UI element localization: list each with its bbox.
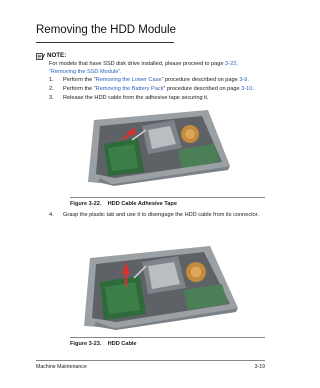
footer-page-number: 3-19	[254, 364, 265, 370]
note-section-link[interactable]: Removing the SSD Module	[50, 68, 119, 75]
note-text: For models that have SSD disk drive installed, please proceed to page 3-22, “Removing the SSD Module”.	[49, 61, 238, 75]
figure-hdd-cable-photo	[80, 240, 240, 330]
footer-section-name: Machine Maintenance	[36, 364, 87, 370]
figure-1-caption: Figure 3-22. HDD Cable Adhesive Tape	[70, 201, 177, 207]
footer-rule	[36, 360, 265, 361]
figure-2-caption: Figure 3-23. HDD Cable	[70, 341, 137, 347]
note-label: NOTE:	[47, 52, 67, 59]
note-page-link[interactable]: 3-22	[225, 61, 237, 67]
title-underline	[36, 42, 174, 43]
note-pencil-icon	[36, 53, 45, 60]
step-2-link[interactable]: Removing the Battery Pack	[95, 86, 164, 92]
figure-hdd-cable-adhesive-tape-photo	[82, 104, 232, 186]
step-1-link[interactable]: Removing the Lower Case	[95, 77, 162, 83]
step-1-page-link[interactable]: 3-9	[239, 77, 248, 83]
step-2-page-link[interactable]: 3-10	[241, 86, 253, 92]
section-title: Removing the HDD Module	[36, 24, 176, 36]
figure-1-rule	[70, 197, 265, 198]
figure-2-rule	[70, 337, 265, 338]
